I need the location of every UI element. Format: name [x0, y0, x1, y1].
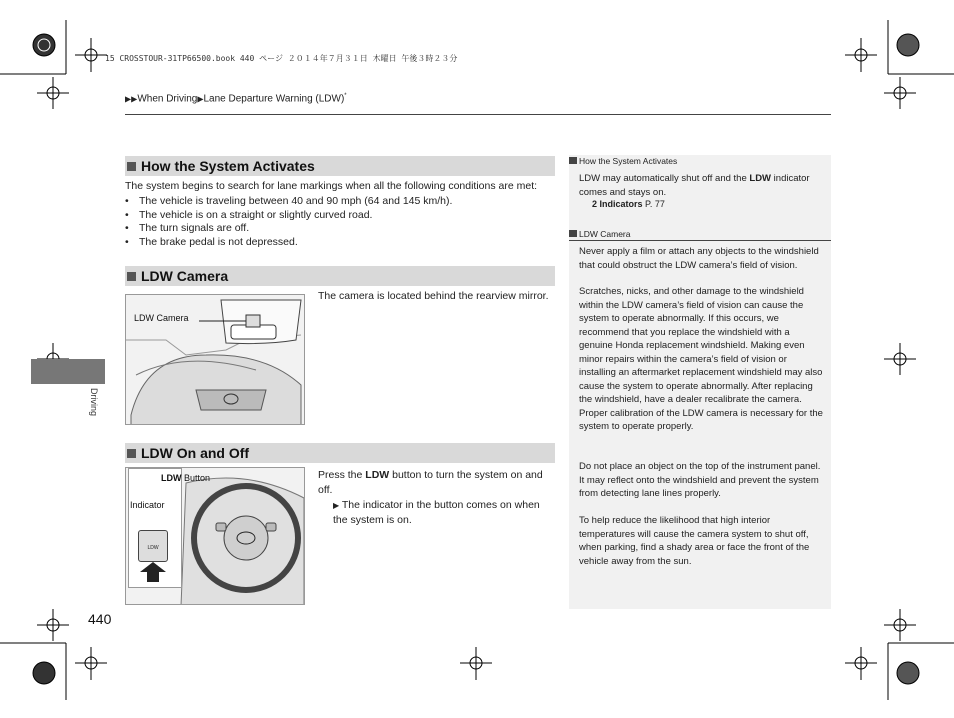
list-item: • The brake pedal is not depressed.	[125, 236, 452, 250]
header-rule	[125, 114, 831, 115]
chapter-tab-label: Driving	[89, 388, 99, 417]
print-header: 15 CROSSTOUR-31TP66500.book 440 ページ ２０１４年７月３１日 木曜日 午後３時２３分	[105, 54, 458, 63]
square-bullet-icon	[127, 162, 136, 171]
breadcrumb	[125, 93, 347, 104]
breadcrumb-arrow: ▶	[197, 94, 204, 104]
onoff-text: Press the LDW button to turn the system on and off.	[318, 469, 543, 496]
breadcrumb-item-ldw[interactable]: Lane Departure Warning (LDW)	[203, 93, 345, 105]
conditions-list	[125, 195, 452, 249]
ldw-button-callout: LDW Button	[161, 473, 211, 483]
note-camera-p4: To help reduce the likelihood that high interior temperatures will cause the camera system to shut off, when parking, find a shady area or face the front of the vehicle away from the sun.	[579, 515, 810, 567]
square-bullet-icon	[127, 272, 136, 281]
list-item: • The vehicle is on a straight or slightly curved road.	[125, 209, 452, 223]
indicators-link[interactable]: 2 Indicators P. 77	[592, 199, 665, 209]
section-heading-activates: How the System Activates	[125, 156, 555, 176]
note-camera-p3: Do not place an object on the top of the instrument panel. It may reflect onto the windshield and prevent the system from detecting lane lines properly.	[579, 461, 821, 499]
arrow-up-icon	[140, 562, 166, 582]
section-heading-onoff: LDW On and Off	[125, 443, 555, 463]
page-number: 440	[88, 611, 112, 627]
list-item: • The turn signals are off.	[125, 222, 452, 236]
breadcrumb-arrow: ▶▶	[125, 94, 138, 104]
breadcrumb-item-when-driving[interactable]: When Driving	[137, 93, 198, 105]
steering-illustration	[125, 467, 305, 605]
note-heading-camera: LDW Camera	[569, 229, 831, 241]
camera-illustration	[125, 294, 305, 425]
note-heading-activates: How the System Activates	[569, 156, 831, 166]
breadcrumb-star: *	[344, 93, 347, 99]
activates-intro: The system begins to search for lane markings when all the following conditions are met:	[125, 180, 538, 192]
ldw-button-label: LDW	[147, 545, 159, 551]
onoff-subtext: ▶ The indicator in the button comes on when the system is on.	[333, 499, 540, 526]
camera-text: The camera is located behind the rearview mirror.	[318, 290, 549, 302]
camera-callout: LDW Camera	[134, 313, 189, 323]
square-bullet-icon	[127, 449, 136, 458]
list-item: • The vehicle is traveling between 40 and 90 mph (64 and 145 km/h).	[125, 195, 452, 209]
ldw-button[interactable]	[138, 530, 168, 562]
note-text-activates: LDW may automatically shut off and the LDW indicator comes and stays on.	[579, 173, 810, 198]
chapter-tab	[31, 359, 105, 384]
note-camera-p1: Never apply a film or attach any objects to the windshield that could obstruct the LDW camera’s field of vision.	[579, 246, 819, 271]
section-heading-camera: LDW Camera	[125, 266, 555, 286]
ref-icon: 2	[592, 199, 598, 209]
note-camera-p2: Scratches, nicks, and other damage to the windshield within the LDW camera’s field of vision can cause the system to operate abnormally. If this occurs, we recommend that you replace the windshield with a genuine Honda replacement windshield. Making even minor repairs within the camera’s field of vision or installing an aftermarket replacement windshield may also cause the system to operate abnormally. After replacing the windshield, have a dealer recalibrate the camera. Proper calibration of the LDW camera is necessary for the system to operate properly.	[579, 286, 823, 432]
note-icon	[569, 230, 577, 237]
indicator-callout: Indicator	[130, 500, 165, 510]
note-icon	[569, 157, 577, 164]
